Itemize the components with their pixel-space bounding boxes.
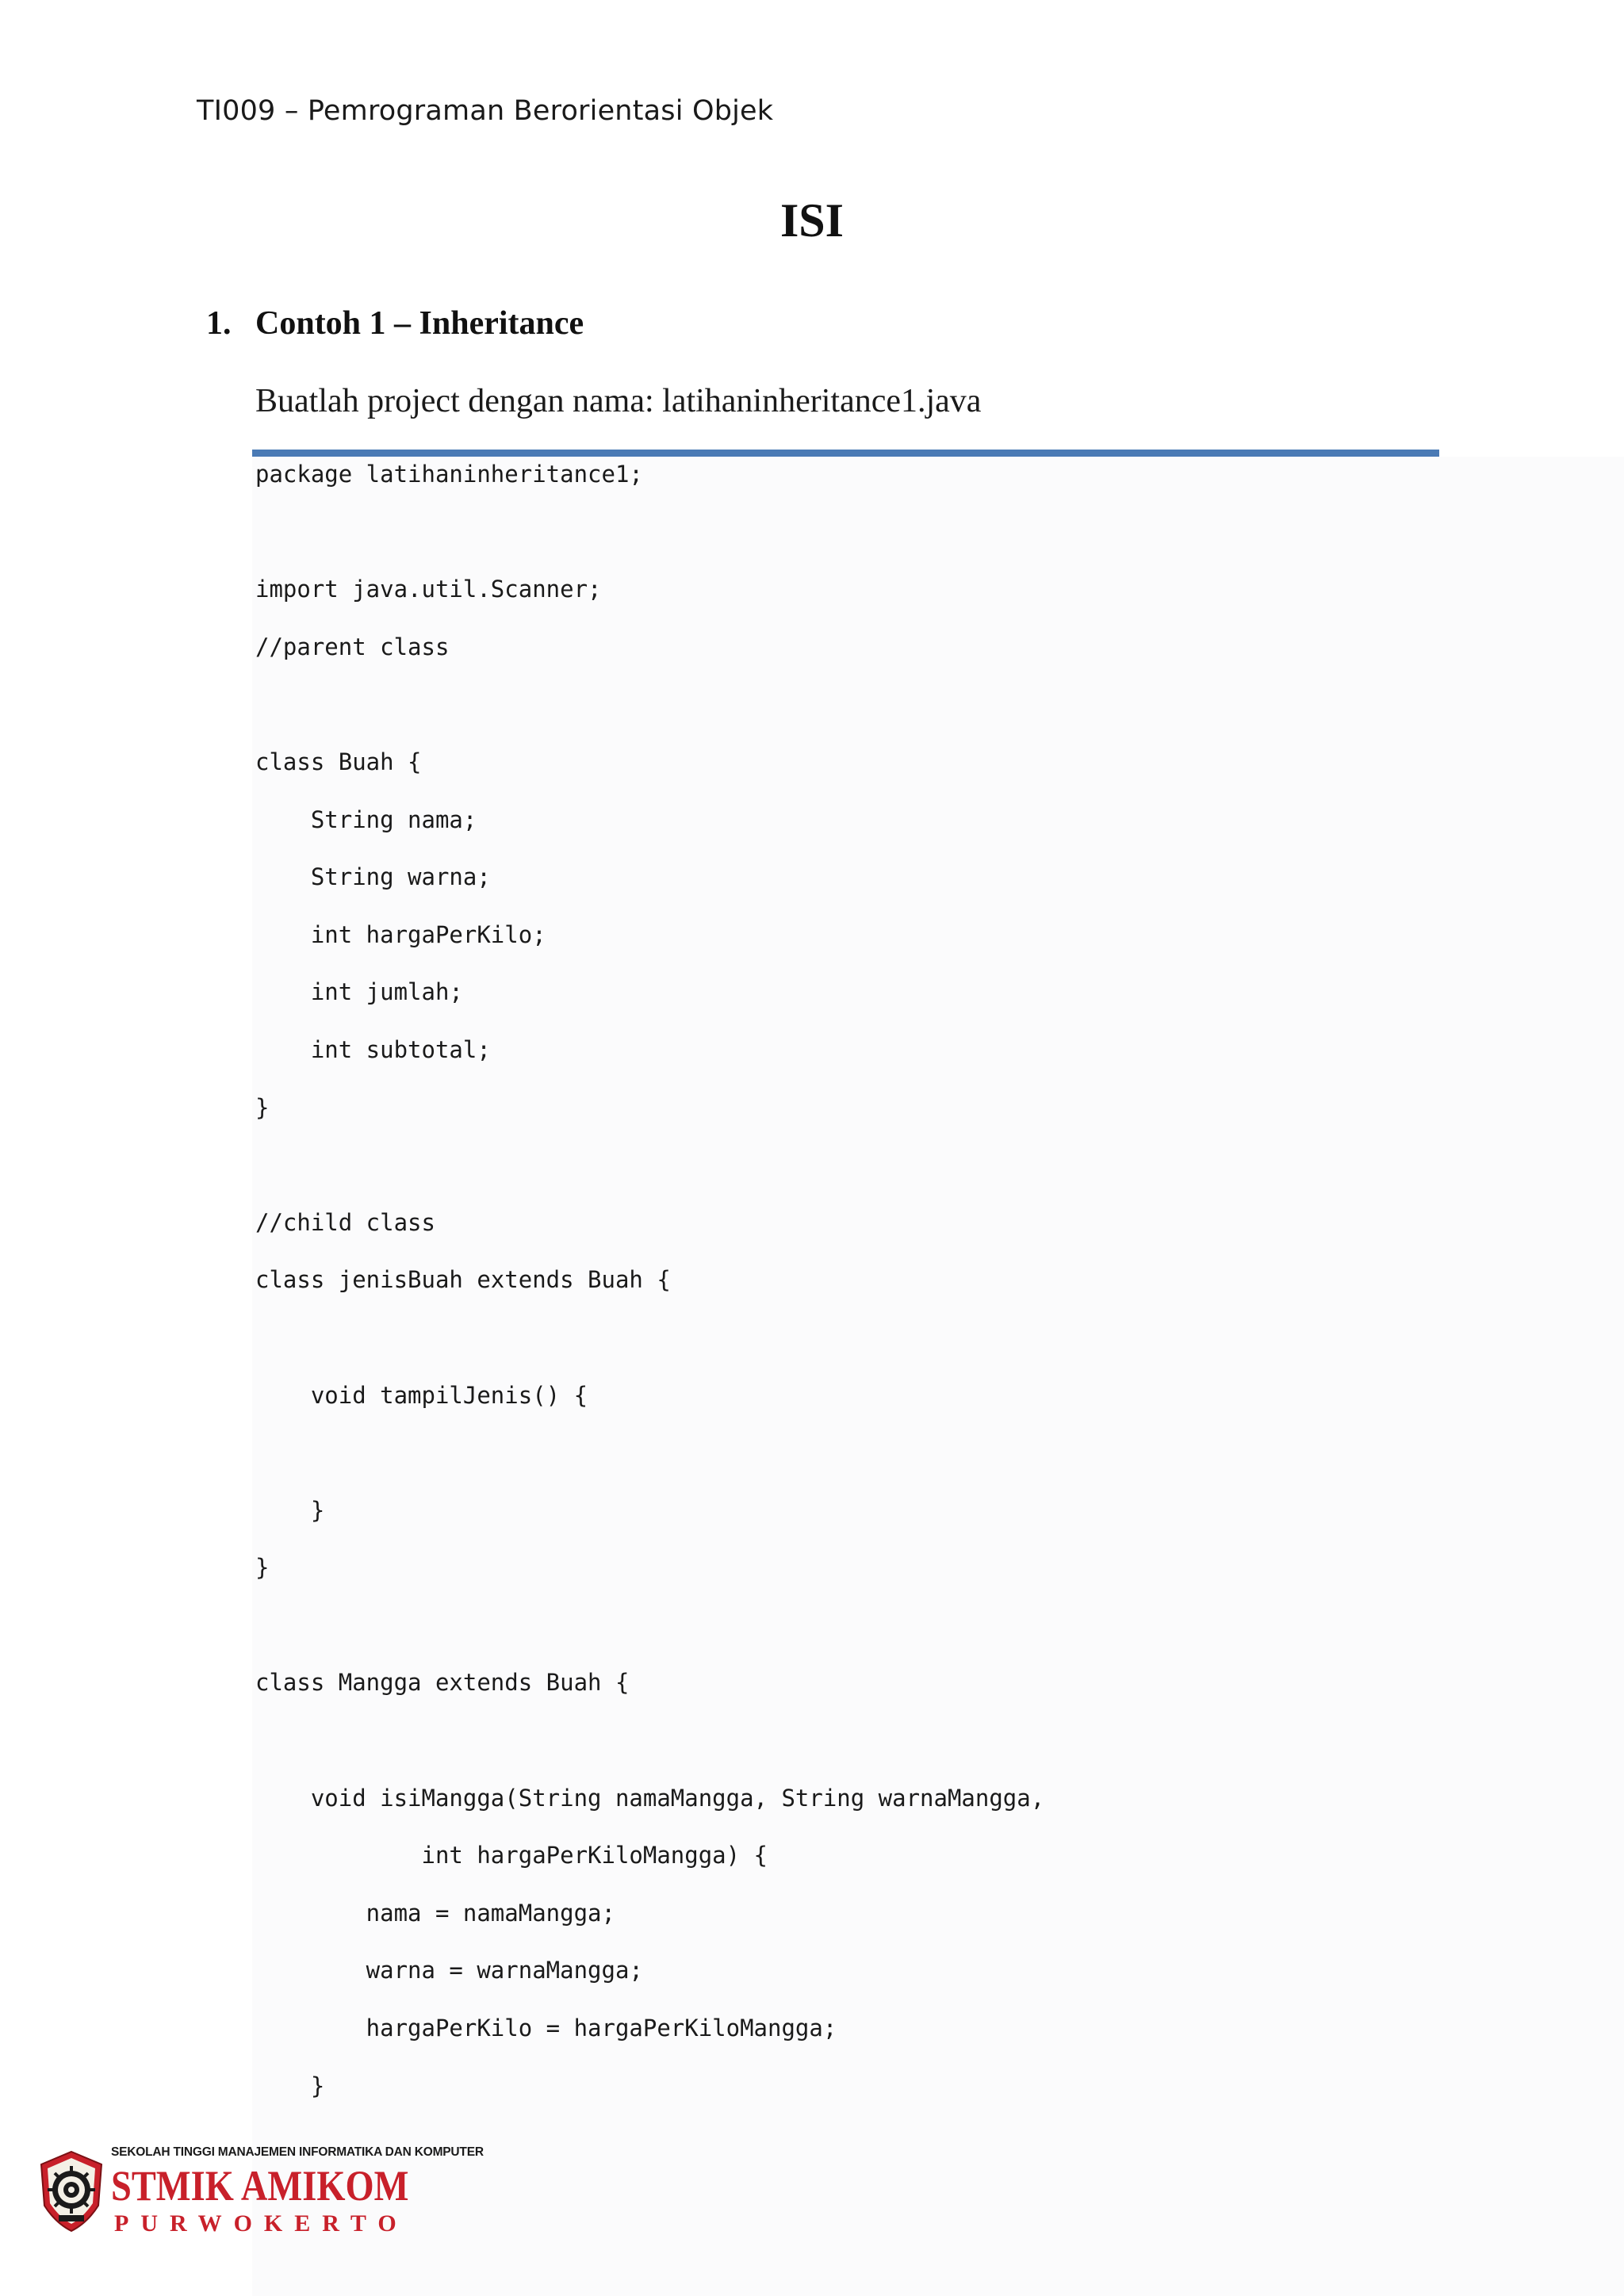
code-line: //child class — [255, 1208, 435, 1236]
code-line — [255, 1724, 1044, 1781]
code-line — [255, 1148, 1044, 1206]
code-line — [255, 515, 1044, 573]
page-title: ISI — [779, 194, 845, 247]
code-line: void isiMangga(String namaMangga, String warnaMangga, — [255, 1784, 1045, 1812]
code-line — [255, 1609, 1044, 1667]
code-line: int jumlah; — [255, 978, 463, 1006]
code-line: warna = warnaMangga; — [255, 1957, 643, 1984]
code-line — [255, 1321, 1044, 1379]
code-line: } — [255, 1554, 270, 1582]
code-line: int hargaPerKilo; — [255, 920, 546, 948]
amikom-shield-emblem-icon — [38, 2150, 105, 2233]
footer-logo — [38, 2145, 484, 2237]
project-instruction: Buatlah project dengan nama: latihaninheritance1.java — [255, 383, 982, 419]
code-line: class Buah { — [255, 748, 422, 775]
running-header: TI009 – Pemrograman Berorientasi Objek — [197, 95, 774, 127]
code-listing — [255, 457, 1044, 2126]
code-line: String warna; — [255, 863, 491, 891]
section-heading — [206, 304, 584, 342]
code-line: void tampilJenis() { — [255, 1381, 588, 1409]
section-number: 1. — [206, 305, 232, 342]
code-line: } — [255, 1093, 270, 1121]
logo-name: STMIK AMIKOM — [111, 2162, 409, 2210]
code-line: String nama; — [255, 806, 477, 833]
code-line — [255, 687, 1044, 745]
code-line: int subtotal; — [255, 1035, 491, 1063]
code-line: class Mangga extends Buah { — [255, 1669, 630, 1697]
code-top-rule — [252, 450, 1439, 457]
code-line: //parent class — [255, 633, 450, 660]
logo-tagline: SEKOLAH TINGGI MANAJEMEN INFORMATIKA DAN KOMPUTER — [111, 2145, 484, 2159]
code-line: int hargaPerKiloMangga) { — [255, 1842, 768, 1869]
logo-city: PURWOKERTO — [114, 2210, 408, 2237]
code-line — [255, 1436, 1044, 1494]
code-line: import java.util.Scanner; — [255, 576, 602, 603]
code-line: hargaPerKilo = hargaPerKiloMangga; — [255, 2015, 837, 2042]
section-title: Contoh 1 – Inheritance — [255, 305, 584, 342]
code-line: package latihaninheritance1; — [255, 461, 643, 488]
code-line: } — [255, 2072, 325, 2099]
code-line: } — [255, 1496, 325, 1524]
code-line: nama = namaMangga; — [255, 1899, 615, 1927]
code-line: class jenisBuah extends Buah { — [255, 1266, 671, 1294]
